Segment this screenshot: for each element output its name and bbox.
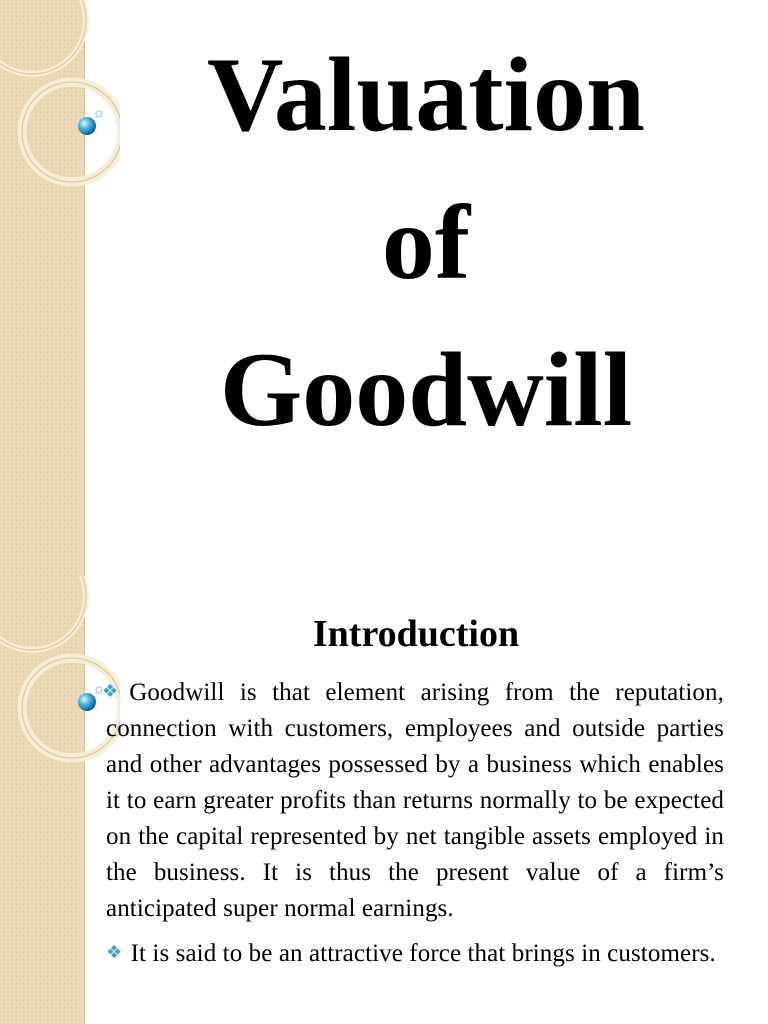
introduction-slide	[0, 576, 768, 1024]
bullet-list	[102, 674, 724, 980]
introduction-heading: Introduction	[312, 613, 520, 655]
decorative-side-strip	[0, 576, 85, 1024]
bullet-text: It is said to be an attractive force that brings in customers.	[130, 940, 716, 967]
diamond-bullet-icon: ❖	[102, 681, 128, 702]
bullet-item	[102, 674, 724, 927]
title-line-2: of	[381, 184, 471, 301]
decorative-side-strip	[0, 0, 85, 576]
bullet-text: Goodwill is that element arising from the reputation, connection with customers, employees and outside parties and other advantages possessed by a business which enables it to earn greater profits than returns normally to be expected on the capital represented by net tangible assets employed in the business. It is thus the present value of a firm’s anticipated super normal earnings.	[106, 679, 724, 922]
diamond-bullet-icon: ❖	[106, 942, 123, 963]
bullet-item	[106, 935, 724, 972]
title-line-3: Goodwill	[219, 331, 633, 448]
title-line-1: Valuation	[207, 36, 645, 153]
